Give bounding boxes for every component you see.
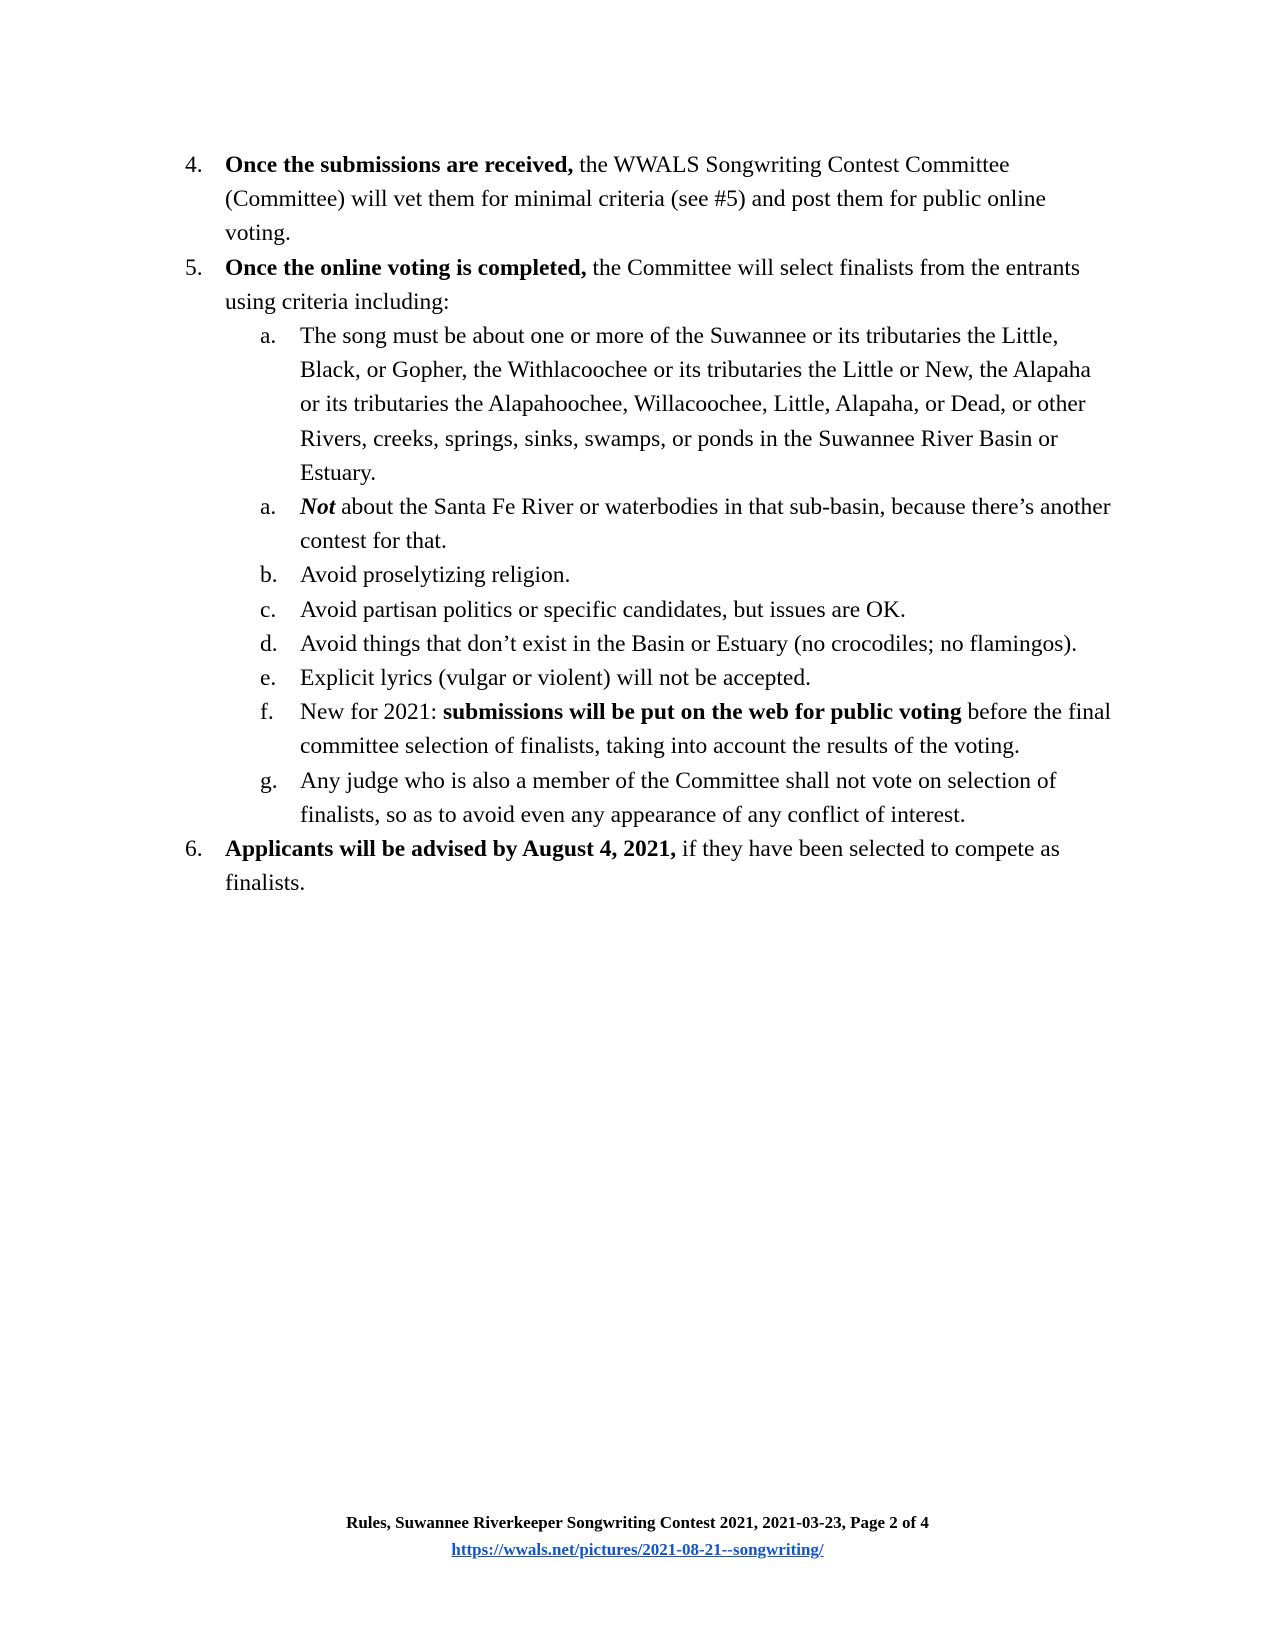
criteria-text: Avoid proselytizing religion.	[300, 562, 571, 589]
rule-lead: Once the submissions are received,	[225, 152, 574, 178]
rule-lead: Once the online voting is completed,	[225, 254, 587, 281]
list-marker: b.	[260, 562, 278, 589]
rule-item-6	[185, 832, 1115, 900]
list-marker: a.	[260, 494, 277, 521]
list-marker: a.	[260, 323, 277, 350]
criteria-text: Avoid things that don’t exist in the Basin or Estuary (no crocodiles; no flamingos).	[300, 630, 1078, 657]
criteria-item-a1	[185, 319, 1115, 490]
rules-list	[185, 148, 1115, 900]
criteria-item-f	[185, 695, 1115, 763]
criteria-item-d	[185, 627, 1115, 661]
criteria-text: The song must be about one or more of the Suwannee or its tributaries the Little, Black, or Gopher, the Withlacoochee or its tributaries the Little or New, the Alapaha or its tributaries the Alapahoochee, Willacoochee, Little, Alapaha, or Dead, or other Rivers, creeks, springs, sinks, swamps, or ponds in the Suwannee River Basin or Estuary.	[300, 323, 1091, 486]
rule-item-4	[185, 148, 1115, 251]
criteria-item-c	[185, 593, 1115, 627]
criteria-prefix: New for 2021:	[300, 699, 443, 726]
rule-text: the Committee will select finalists from the entrants using criteria including:	[225, 254, 1081, 315]
criteria-text: Explicit lyrics (vulgar or violent) will not be accepted.	[300, 665, 811, 692]
rule-lead: Applicants will be advised by August 4, 2021,	[225, 836, 677, 863]
criteria-text: Any judge who is also a member of the Committee shall not vote on selection of finalists, so as to avoid even any appearance of any conflict of interest.	[300, 767, 1057, 828]
footer-text: Rules, Suwannee Riverkeeper Songwriting Contest 2021, 2021-03-23, Page 2 of 4	[346, 1513, 929, 1532]
page-footer	[0, 1509, 1275, 1563]
criteria-text: about the Santa Fe River or waterbodies in that sub-basin, because there’s another contest for that.	[300, 494, 1111, 555]
list-marker: d.	[260, 630, 278, 657]
list-marker: c.	[260, 596, 277, 623]
criteria-emphasis: Not	[300, 494, 336, 521]
list-number: 5.	[185, 254, 203, 281]
list-number: 6.	[185, 836, 203, 863]
criteria-bold: submissions will be put on the web for public voting	[442, 699, 962, 726]
criteria-item-g	[185, 764, 1115, 832]
list-marker: e.	[260, 665, 277, 692]
criteria-item-e	[185, 661, 1115, 695]
criteria-item-a2	[185, 490, 1115, 558]
criteria-text: Avoid partisan politics or specific candidates, but issues are OK.	[300, 596, 906, 623]
criteria-item-b	[185, 558, 1115, 592]
list-marker: g.	[260, 767, 278, 794]
rule-text: if they have been selected to compete as finalists.	[225, 836, 1060, 897]
criteria-text: before the final committee selection of finalists, taking into account the results of the voting.	[300, 699, 1112, 760]
rule-text: the WWALS Songwriting Contest Committee (Committee) will vet them for minimal criteria (see #5) and post them for public online voting.	[225, 152, 1046, 247]
footer-link[interactable]: https://wwals.net/pictures/2021-08-21--songwriting/	[451, 1540, 824, 1559]
list-marker: f.	[260, 699, 274, 726]
list-number: 4.	[185, 152, 203, 178]
rule-item-5	[185, 251, 1115, 319]
